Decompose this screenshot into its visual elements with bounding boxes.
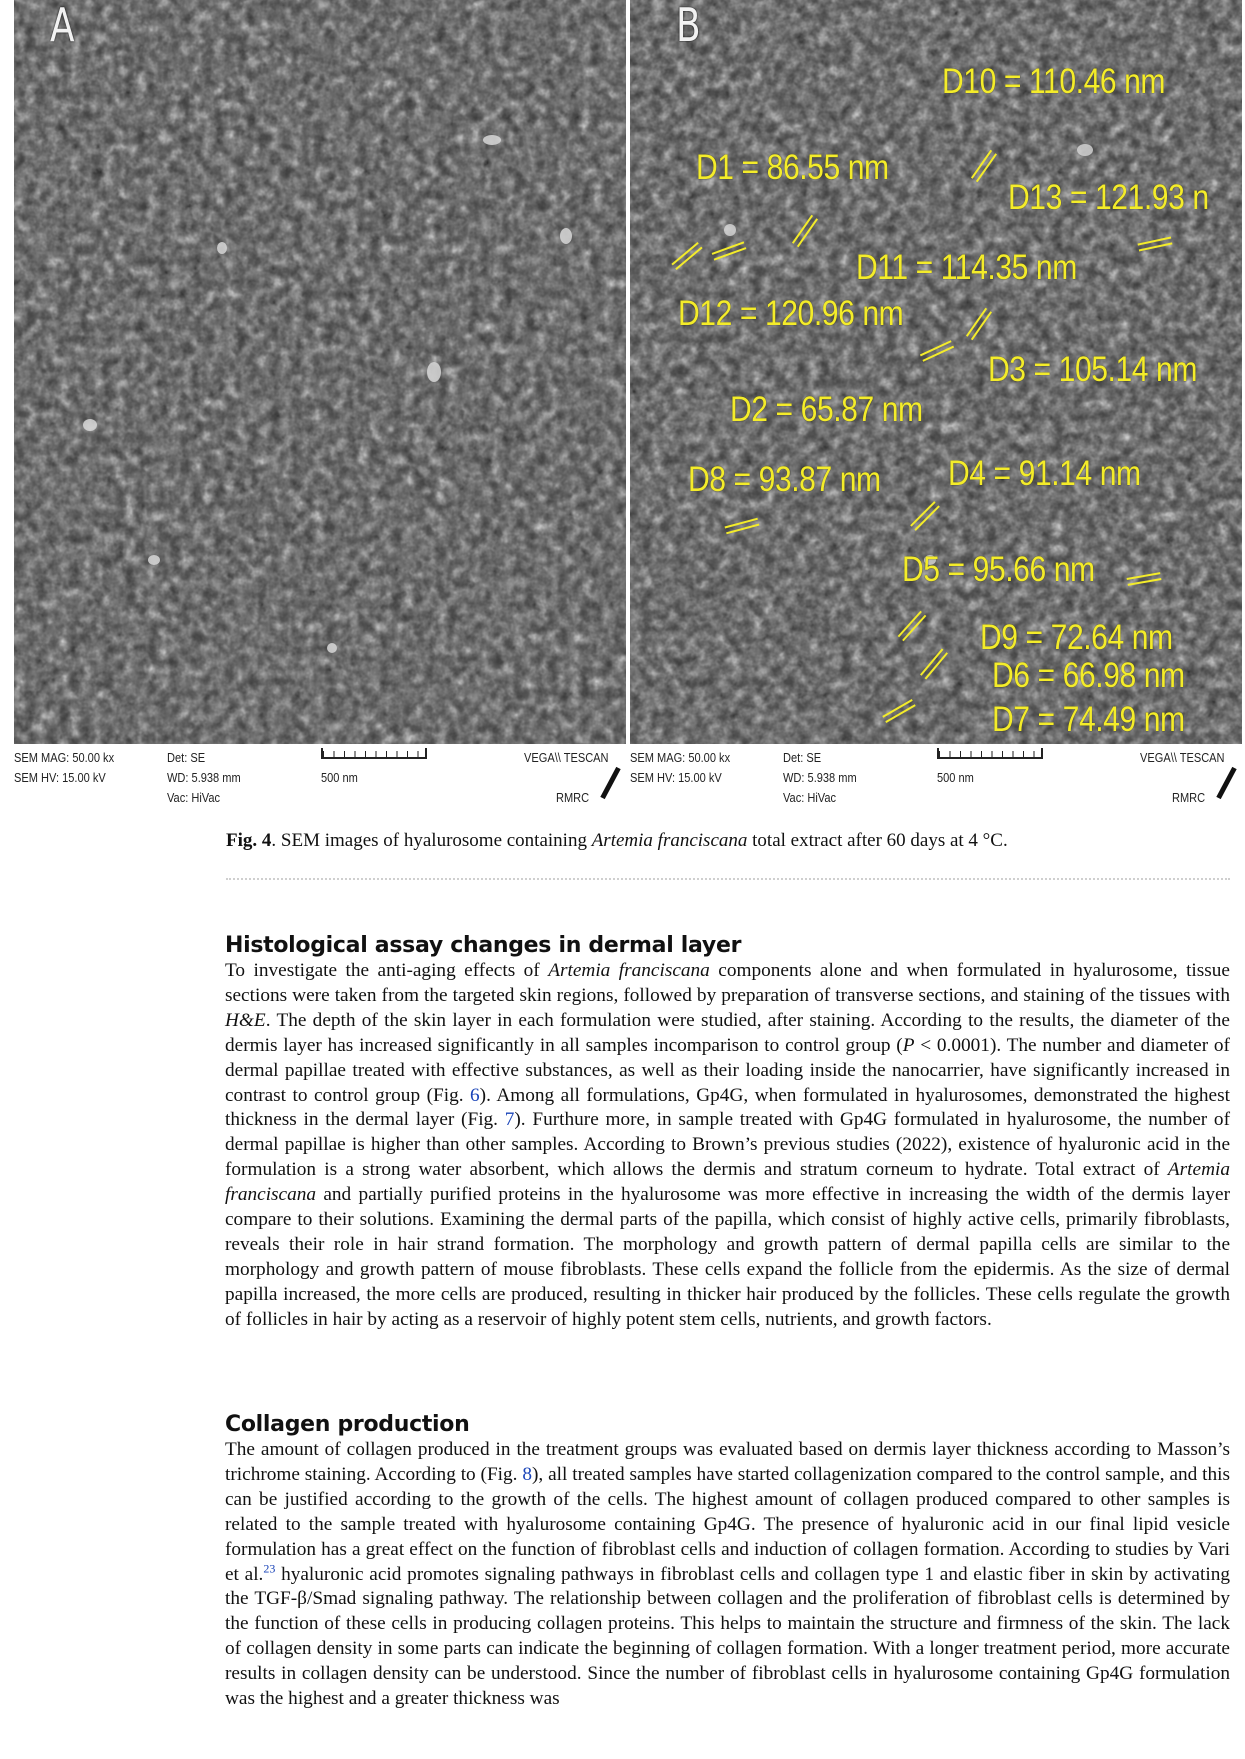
figure-7-link[interactable]: 7: [504, 1109, 515, 1131]
species-name: Artemia franciscana: [225, 1159, 1230, 1206]
measurement-d8: D8 = 93.87 nm: [688, 460, 881, 499]
p-value-symbol: P: [902, 1034, 915, 1056]
measurement-d9: D9 = 72.64 nm: [980, 618, 1173, 657]
caption-text-1: . SEM images of hyalurosome containing: [271, 830, 592, 851]
lab-label: RMRC: [556, 790, 590, 805]
figure-caption: [226, 830, 1236, 852]
caption-text-2: total extract after 60 days at 4 °C.: [747, 830, 1008, 851]
scale-bar: [321, 748, 427, 759]
sem-mag: SEM MAG: 50.00 kx: [630, 750, 731, 765]
instrument-brand: VEGA\\ TESCAN: [1140, 750, 1225, 765]
measurement-d11: D11 = 114.35 nm: [856, 248, 1077, 287]
scale-bar-label: 500 nm: [321, 770, 358, 785]
species-name: Artemia franciscana: [548, 960, 710, 981]
text-run: . The depth of the skin layer in each formulation were studied, after staining. According to the results, the diameter of the dermis layer has increased significantly in all samples incomparison to control group (: [225, 1009, 1230, 1056]
rmrc-logo-icon: [602, 766, 618, 796]
sem-hv: SEM HV: 15.00 kV: [630, 770, 722, 785]
rmrc-logo-icon: [1218, 766, 1234, 796]
sem-hv: SEM HV: 15.00 kV: [14, 770, 106, 785]
section-heading: Histological assay changes in dermal layer: [225, 933, 742, 958]
text-run: The amount of collagen produced in the treatment groups was evaluated based on dermis layer thickness according to Masson’s trichrome staining. According to (Fig.: [225, 1439, 1230, 1485]
text-run: < 0.0001). The number and diameter of dermal papillae treated with effective substances, as well as their loading inside the nanocarrier, have significantly increased in contrast to control group (Fig.: [225, 1034, 1230, 1106]
sem-info-bar-a: [14, 744, 626, 816]
scale-bar-label: 500 nm: [937, 770, 974, 785]
measurement-d3: D3 = 105.14 nm: [988, 350, 1198, 389]
sem-vacuum: Vac: HiVac: [783, 790, 837, 805]
stain-name: H&E: [225, 1009, 266, 1031]
caption-divider: [226, 878, 1230, 880]
measurement-d7: D7 = 74.49 nm: [992, 700, 1185, 739]
sem-working-distance: WD: 5.938 mm: [167, 770, 241, 785]
measurement-d2: D2 = 65.87 nm: [730, 390, 923, 429]
scale-bar: [937, 748, 1043, 759]
citation-23-link[interactable]: 23: [263, 1561, 276, 1576]
measurement-d4: D4 = 91.14 nm: [948, 454, 1141, 493]
section-paragraph: [225, 959, 1230, 1333]
sem-mag: SEM MAG: 50.00 kx: [14, 750, 115, 765]
panel-label-a: A: [50, 0, 75, 52]
instrument-brand: VEGA\\ TESCAN: [524, 750, 609, 765]
text-run: and partially purified proteins in the hyalurosome was more effective in increasing the width of the dermis layer compare to their solutions. Examining the dermal parts of the papilla, which consist of highly active cells, primarily fibroblasts, reveals their role in hair strand formation. The morphology and growth pattern of dermal papilla cells are similar to the morphology and growth pattern of mouse fibroblasts. These cells expand the follicle from the epidermis. As the size of dermal papilla increased, the more cells are produced, resulting in thicker hair produced by the follicles. These cells regulate the growth of follicles in hair by acting as a reservoir of highly potent stem cells, nutrients, and growth factors.: [225, 1184, 1230, 1330]
text-run: ), all treated samples have started collagenization compared to the control sample, and this can be justified according to the growth of the cells. The highest amount of collagen produced compared to other samples is related to the sample treated with hyalurosome containing Gp4G. The presence of hyaluronic acid in our final lipid vesicle formulation has a great effect on the function of fibroblast cells and induction of collagen formation. According to studies by Vari et al.: [225, 1463, 1230, 1585]
sem-detector: Det: SE: [167, 750, 206, 765]
section-collagen: [225, 1412, 1230, 1712]
measurement-d5: D5 = 95.66 nm: [902, 550, 1095, 589]
text-run: hyaluronic acid promotes signaling pathways in fibroblast cells and collagen type 1 and elastic fiber in skin by activating the TGF-β/Smad signaling pathway. The relationship between collagen and the proliferation of fibroblast cells is determined by the function of these cells in producing collagen proteins. This helps to maintain the structure and firmness of the skin. The lack of collagen density in some parts can indicate the beginning of collagen formation. With a longer treatment period, more accurate results in collagen density can be understood. Since the number of fibroblast cells in hyalurosome containing Gp4G formulation was the highest and a greater thickness was: [225, 1563, 1230, 1710]
measurement-d10: D10 = 110.46 nm: [942, 62, 1166, 101]
sem-image-panel-b: [630, 0, 1242, 744]
text-run: To investigate the anti-aging effects of: [225, 960, 549, 981]
measurement-d13: D13 = 121.93 n: [1008, 178, 1209, 217]
caption-species: Artemia franciscana: [591, 830, 748, 851]
section-paragraph: [225, 1438, 1230, 1712]
measurement-d12: D12 = 120.96 nm: [678, 294, 904, 333]
figure-8-link[interactable]: 8: [522, 1463, 532, 1485]
sem-image-panel-a: [14, 0, 626, 744]
text-run: ). Furthure more, in sample treated with Gp4G formulated in hyalurosome, the number of dermal papillae is higher than other samples. According to Brown’s previous studies (2022), existence of hyaluronic acid in the formulation is a strong water absorbent, which allows the dermis and stratum corneum to hydrate. Total extract of: [225, 1109, 1230, 1181]
measurement-d1: D1 = 86.55 nm: [696, 148, 889, 187]
sem-vacuum: Vac: HiVac: [167, 790, 221, 805]
figure-4: [14, 0, 1242, 816]
figure-label: Fig. 4: [226, 830, 272, 851]
lab-label: RMRC: [1172, 790, 1206, 805]
sem-info-bar-b: [630, 744, 1242, 816]
measurement-d6: D6 = 66.98 nm: [992, 656, 1185, 695]
text-run: ). Among all formulations, Gp4G, when formulated in hyalurosomes, demonstrated the highest thickness in the dermal layer (Fig.: [225, 1084, 1230, 1131]
figure-6-link[interactable]: 6: [470, 1084, 480, 1106]
text-run: components alone and when formulated in hyalurosome, tissue sections were taken from the targeted skin regions, followed by preparation of transverse sections, and staining of the tissues with: [225, 960, 1230, 1006]
panel-label-b: B: [676, 0, 701, 52]
section-heading: Collagen production: [225, 1412, 470, 1437]
sem-texture-a: [14, 0, 626, 744]
sem-detector: Det: SE: [783, 750, 822, 765]
sem-working-distance: WD: 5.938 mm: [783, 770, 857, 785]
section-histology: [225, 933, 1230, 1333]
